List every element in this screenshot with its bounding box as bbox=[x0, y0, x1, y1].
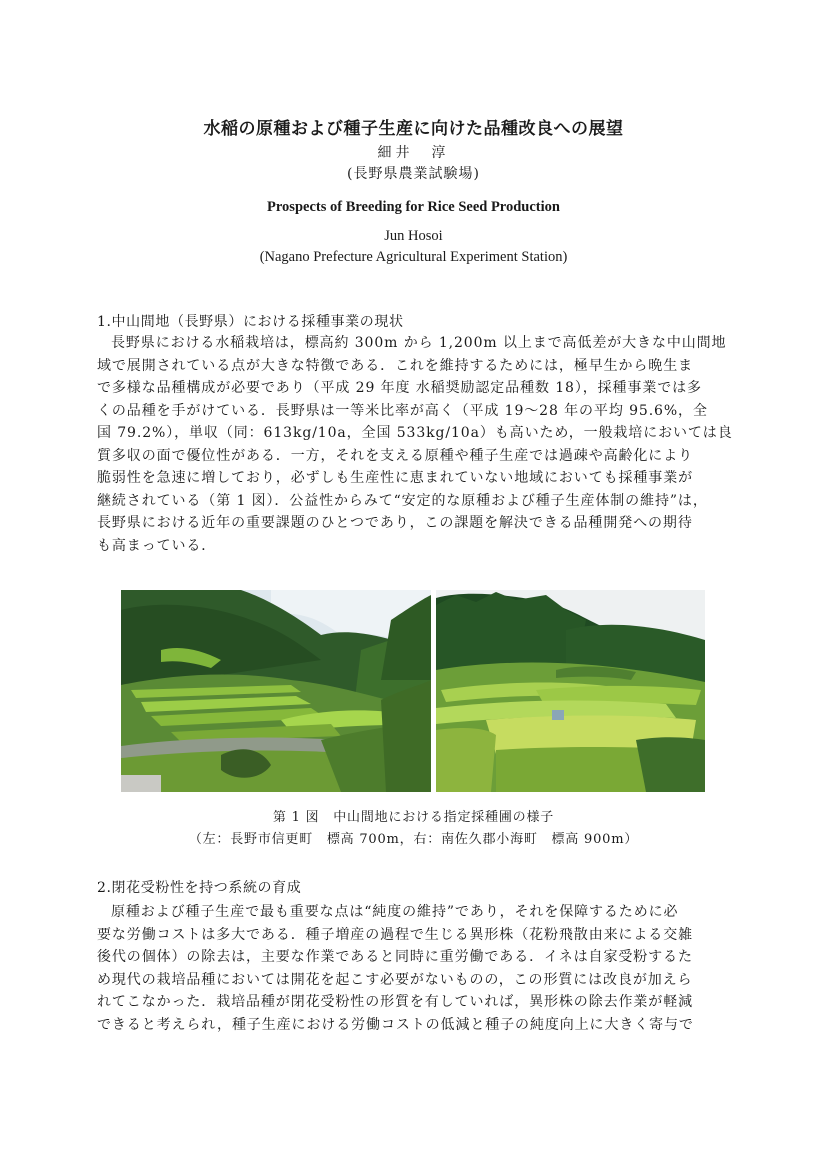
paragraph-line: も高まっている． bbox=[97, 537, 217, 554]
author-name-ja: 細井 淳 bbox=[377, 145, 450, 161]
figure-1-right-photo bbox=[436, 590, 705, 792]
section-2-paragraph bbox=[97, 901, 733, 1036]
paragraph-line: くの品種を手がけている．長野県は一等米比率が高く（平成 19～28 年の平均 95.6%，全 bbox=[97, 402, 708, 419]
figure-1-left-photo bbox=[121, 590, 431, 792]
paragraph-line: で多様な品種構成が必要であり（平成 29 年度 水稲奨励認定品種数 18），採種事業では多 bbox=[97, 380, 702, 396]
paragraph-line: 長野県における水稲栽培は，標高約 300m から 1,200m 以上まで高低差が大きな中山間地 bbox=[111, 335, 727, 351]
paper-title-ja: 水稲の原種および種子生産に向けた品種改良への展望 bbox=[203, 119, 624, 139]
section-1-paragraph bbox=[97, 332, 733, 557]
paragraph-line: 要な労働コストは多大である．種子増産の過程で生じる異形株（花粉飛散由来による交雑 bbox=[97, 926, 693, 943]
paragraph-line: 継続されている（第 1 図）．公益性からみて“安定的な原種および種子生産体制の維持”は， bbox=[97, 492, 708, 509]
paragraph-line: 質多収の面で優位性がある．一方，それを支える原種や種子生産では過疎や高齢化により bbox=[97, 447, 693, 464]
section-2-heading: 2.閉花受粉性を持つ系統の育成 bbox=[97, 880, 302, 896]
paragraph-line: できると考えられ，種子生産における労働コストの低減と種子の純度向上に大きく寄与で bbox=[97, 1016, 694, 1033]
paragraph-line: 域で展開されている点が大きな特徴である．これを維持するためには，極早生から晩生ま bbox=[97, 357, 693, 374]
affiliation-ja: (長野県農業試験場) bbox=[347, 166, 480, 182]
figure-1-subcaption: （左：長野市信更町 標高 700m，右：南佐久郡小海町 標高 900m） bbox=[188, 832, 639, 847]
section-1-heading: 1.中山間地（長野県）における採種事業の現状 bbox=[97, 314, 404, 330]
author-name-en: Jun Hosoi bbox=[384, 228, 443, 244]
paragraph-line: れてこなかった．栽培品種が閉花受粉性の形質を有していれば，異形株の除去作業が軽減 bbox=[97, 994, 693, 1010]
paper-title-en: Prospects of Breeding for Rice Seed Production bbox=[267, 199, 560, 215]
paragraph-line: 国 79.2%），単収（同：613kg/10a，全国 533kg/10a）も高いため，一般栽培においては良 bbox=[97, 425, 733, 441]
paragraph-line: 長野県における近年の重要課題のひとつであり，この課題を解決できる品種開発への期待 bbox=[97, 515, 693, 531]
paragraph-line: め現代の栽培品種においては開花を起こす必要がないものの，この形質には改良が加えら bbox=[97, 971, 693, 988]
affiliation-en: (Nagano Prefecture Agricultural Experiment Station) bbox=[259, 249, 568, 265]
figure-1-caption: 第 1 図 中山間地における指定採種圃の様子 bbox=[272, 810, 555, 825]
paragraph-line: 後代の個体）の除去は，主要な作業であると同時に重労働である．イネは自家受粉するた bbox=[97, 949, 693, 965]
paragraph-line: 原種および種子生産で最も重要な点は“純度の維持”であり，それを保障するために必 bbox=[111, 904, 679, 920]
paragraph-line: 脆弱性を急速に増しており，必ずしも生産性に恵まれていない地域においても採種事業が bbox=[97, 470, 693, 486]
